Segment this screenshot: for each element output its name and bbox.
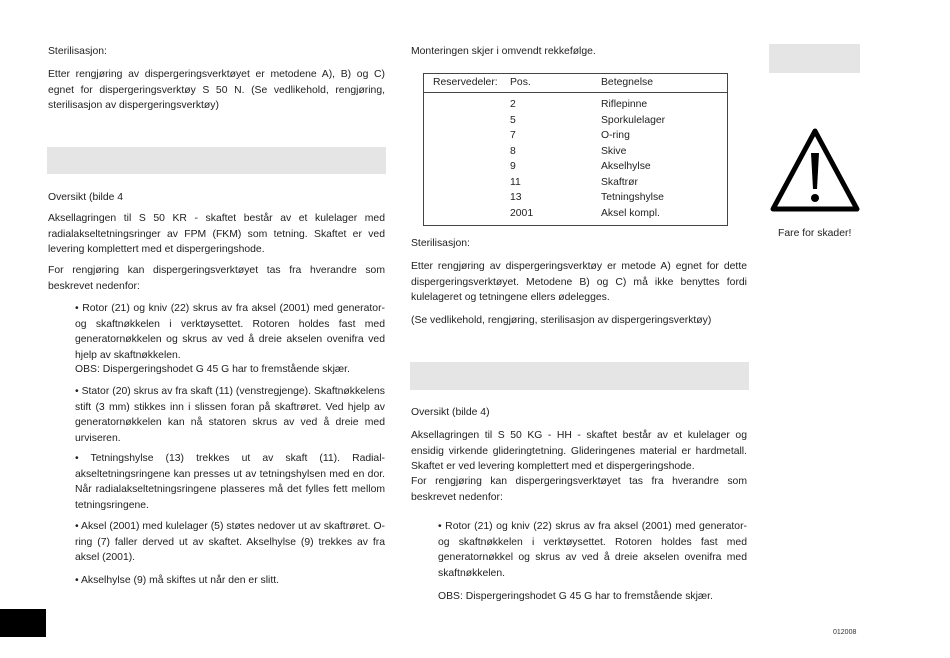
middle-bullet-rotor: • Rotor (21) og kniv (22) skrus av fra aksel (2001) med generator- og skaftnøkkelen i verktøysettet. Rotoren holdes fast med generatornøkkel og skrus av ved å dreie akselen ovenifra med skaftnøkkelen. [438,521,747,579]
warning-icon [770,127,860,213]
warning-caption: Fare for skader! [778,228,852,239]
table-row [510,190,664,205]
part-name: Riflepinne [601,99,648,110]
part-pos: 9 [510,161,516,172]
spare-parts-col-name: Betegnelse [601,77,653,88]
part-name: Skaftrør [601,177,638,188]
part-pos: 8 [510,146,516,157]
left-section-header-bar [47,147,386,174]
spare-parts-label: Reservedeler: [433,77,498,88]
middle-section-header-bar [410,362,749,390]
left-bullet-stator: • Stator (20) skrus av fra skaft (11) (venstregjenge). Skaftnøkkelens stift (3 mm) stikkes inn i slissen foran på skaftrøret. Ved hjelp av generatornøkkelen kan nå statoren skrus av ved å dreie med urviseren. [75,386,385,444]
part-pos: 2 [510,99,516,110]
left-overview-heading: Oversikt (bilde 4 [48,192,124,203]
part-pos: 5 [510,115,516,126]
part-name: Aksel kompl. [601,208,660,219]
middle-sterilization-text: Etter rengjøring av dispergeringsverktøy er metode A) egnet for dette dispergeringsverktøyet. Metodene B) og C) må ikke benyttes fordi kulelageret og tetningene ellers ødelegges. [411,261,747,304]
left-sterilization-text: Etter rengjøring av dispergeringsverktøyet er metodene A), B) og C) egnet for dispergeringsverktøy S 50 N. (Se vedlikehold, rengjøring, sterilisasjon av dispergeringsverktøy) [48,69,385,112]
middle-overview-text: Aksellagringen til S 50 KG - HH - skaftet består av et kulelager og ensidig virkende glideringtetning. Glideringenes material er hardmetall. Skaftet er ved levering komplettert med et dispergeringshode. [411,430,747,473]
table-row [510,144,626,159]
table-row [510,206,660,221]
table-row [510,128,630,143]
spare-parts-col-pos: Pos. [510,77,531,88]
left-sterilization-heading: Sterilisasjon: [48,46,107,57]
left-bullet-rotor: • Rotor (21) og kniv (22) skrus av fra aksel (2001) med generator- og skaftnøkkelen i verktøysettet. Rotoren holdes fast med generatornøkkelen og skrus av ved å dreie akselen ovenifra ved hjelp av skaftnøkkelen. [75,303,385,361]
page-code: 012008 [833,629,857,636]
table-row [510,175,638,190]
part-pos: 13 [510,192,522,203]
spare-parts-header-rule [423,92,728,93]
part-name: Akselhylse [601,161,651,172]
page-corner-block [0,609,46,637]
part-pos: 11 [510,177,521,188]
table-row [510,113,665,128]
left-cleaning-intro: For rengjøring kan dispergeringsverktøyet tas fra hverandre som beskrevet nedenfor: [48,265,385,292]
right-header-bar [769,44,860,73]
left-bullet-sealing-sleeve: • Tetningshylse (13) trekkes ut av skaft (11). Radial-akseltetningsringene kan presses ut av tetningshylsen med en dor. Når radialakseltetningsringene plasseres må det fylles fett mellom tetningsringene. [75,453,385,511]
part-name: O-ring [601,130,630,141]
table-row [510,159,651,174]
part-name: Skive [601,146,627,157]
part-name: Sporkulelager [601,115,666,126]
left-bullet-shaft: • Aksel (2001) med kulelager (5) støtes nedover ut av skaftrøret. O-ring (7) faller derved ut av skaftet. Akselhylse (9) trekkes av fra aksel (2001). [75,521,385,564]
middle-sterilization-ref: (Se vedlikehold, rengjøring, sterilisasjon av dispergeringsverktøy) [411,315,712,326]
middle-overview-heading: Oversikt (bilde 4) [411,407,490,418]
table-row [510,97,647,112]
middle-cleaning-intro: For rengjøring kan dispergeringsverktøyet tas fra hverandre som beskrevet nedenfor: [411,476,747,503]
middle-sterilization-heading: Sterilisasjon: [411,238,470,249]
left-bullet-rotor-note: OBS: Dispergeringshodet G 45 G har to fremstående skjær. [75,364,350,375]
assembly-note: Monteringen skjer i omvendt rekkefølge. [411,46,596,57]
left-bullet-shaft-sleeve: • Akselhylse (9) må skiftes ut når den er slitt. [75,575,280,586]
middle-bullet-rotor-note: OBS: Dispergeringshodet G 45 G har to fremstående skjær. [438,591,713,602]
part-name: Tetningshylse [601,192,664,203]
part-pos: 2001 [510,208,534,219]
left-overview-text: Aksellagringen til S 50 KR - skaftet består av et kulelager med radialakseltetningsringer av FPM (FKM) som tetning. Skaftet er ved levering komplettert med et dispergeringshode. [48,213,385,256]
part-pos: 7 [510,130,516,141]
